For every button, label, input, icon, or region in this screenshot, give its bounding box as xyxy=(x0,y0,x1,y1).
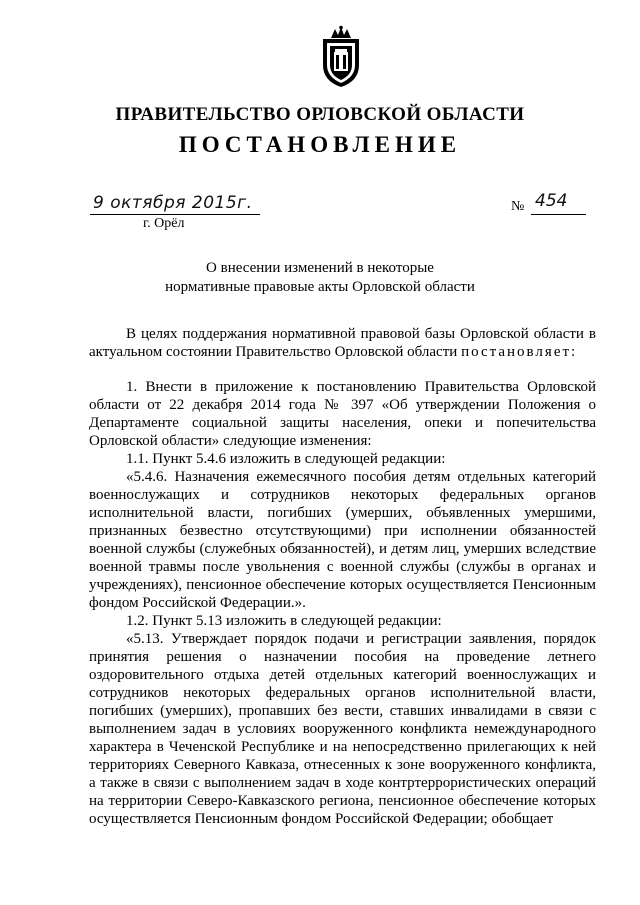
coat-of-arms-icon xyxy=(317,25,365,89)
item-1-1-heading: 1.1. Пункт 5.4.6 изложить в следующей редакции: xyxy=(126,451,446,467)
decree-body xyxy=(89,325,596,828)
city-label: г. Орёл xyxy=(143,216,185,231)
date-underline xyxy=(90,214,260,215)
item-1-paragraph: 1. Внести в приложение к постановлению Правительства Орловской области от 22 декабря 2014 года № 397 «Об утверждении Положения о Департаменте социальной защиты населения, опеки и попечительства Орловской области» следующие изменения: xyxy=(89,379,596,449)
decree-subject xyxy=(0,259,640,297)
item-1-2-heading: 1.2. Пункт 5.13 изложить в следующей редакции: xyxy=(126,613,442,629)
number-underline xyxy=(531,214,586,215)
resolves-word: постановляет: xyxy=(461,344,578,360)
subject-line-1: О внесении изменений в некоторые xyxy=(206,260,434,276)
handwritten-date: 9 октября 2015г. xyxy=(93,193,253,213)
handwritten-number: 454 xyxy=(535,191,568,211)
preamble-text: В целях поддержания нормативной правовой базы Орловской области в актуальном состоянии Правительство Орловской области xyxy=(89,326,596,360)
document-type-title: ПОСТАНОВЛЕНИЕ xyxy=(178,132,462,157)
item-1-1-text: «5.4.6. Назначения ежемесячного пособия детям отдельных категорий военнослужащих и сотрудников некоторых федеральных органов исполнительной власти, погибших (умерших, объявленных умершими, признанных безвестно отсутствующими) при исполнении обязанностей военной службы (служебных обязанностей), и детям лиц, умерших вследствие военной травмы после увольнения с военной службы (службы в органах и учреждениях), пенсионное обеспечение которых осуществляется Пенсионным фондом Российской Федерации.». xyxy=(89,469,596,611)
subject-line-2: нормативные правовые акты Орловской области xyxy=(165,279,475,295)
item-1-2-text: «5.13. Утверждает порядок подачи и регистрации заявления, порядок принятия решения о назначении пособия на проведение летнего оздоровительного отдыха детей отдельных категорий военнослужащих и сотрудников некоторых федеральных органов исполнительной власти, погибших (умерших), пропавших без вести, ставших инвалидами в связи с выполнением задач в условиях вооруженного конфликта немеждународного характера в Чеченской Республике и на непосредственно прилегающих к ней территориях Северного Кавказа, отнесенных к зоне вооруженного конфликта, а также в связи с выполнением задач в ходе контртеррористических операций на территории Северо-Кавказского региона, пенсионное обеспечение которых осуществляется Пенсионным фондом Российской Федерации; обобщает xyxy=(89,631,596,827)
number-label: № xyxy=(511,199,525,214)
government-name: ПРАВИТЕЛЬСТВО ОРЛОВСКОЙ ОБЛАСТИ xyxy=(115,104,525,125)
preamble-paragraph xyxy=(89,325,596,361)
